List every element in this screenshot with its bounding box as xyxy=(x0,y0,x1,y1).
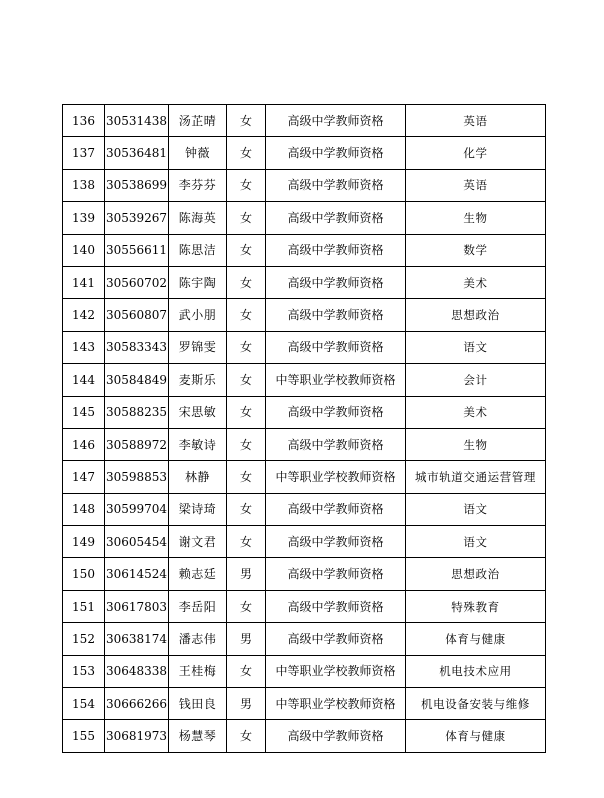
cell-gender: 女 xyxy=(227,105,266,137)
cell-gender: 女 xyxy=(227,137,266,169)
cell-name: 罗锦雯 xyxy=(169,331,227,363)
cell-subject: 美术 xyxy=(406,266,546,298)
cell-candidate-id: 30617803 xyxy=(105,590,169,622)
cell-gender: 男 xyxy=(227,558,266,590)
cell-seq-number: 136 xyxy=(63,105,105,137)
cell-gender: 女 xyxy=(227,428,266,460)
cell-qualification: 高级中学教师资格 xyxy=(266,234,406,266)
cell-seq-number: 154 xyxy=(63,688,105,720)
cell-candidate-id: 30605454 xyxy=(105,526,169,558)
cell-subject: 语文 xyxy=(406,331,546,363)
cell-qualification: 高级中学教师资格 xyxy=(266,266,406,298)
cell-name: 陈宇陶 xyxy=(169,266,227,298)
cell-seq-number: 139 xyxy=(63,202,105,234)
table-row xyxy=(63,202,546,234)
cell-qualification: 中等职业学校教师资格 xyxy=(266,688,406,720)
cell-candidate-id: 30536481 xyxy=(105,137,169,169)
cell-seq-number: 152 xyxy=(63,623,105,655)
cell-gender: 男 xyxy=(227,688,266,720)
cell-subject: 会计 xyxy=(406,364,546,396)
cell-gender: 女 xyxy=(227,655,266,687)
cell-candidate-id: 30560702 xyxy=(105,266,169,298)
cell-qualification: 高级中学教师资格 xyxy=(266,558,406,590)
cell-qualification: 中等职业学校教师资格 xyxy=(266,364,406,396)
cell-name: 陈思洁 xyxy=(169,234,227,266)
cell-subject: 体育与健康 xyxy=(406,720,546,752)
table-row xyxy=(63,299,546,331)
cell-subject: 思想政治 xyxy=(406,558,546,590)
cell-candidate-id: 30556611 xyxy=(105,234,169,266)
cell-qualification: 高级中学教师资格 xyxy=(266,428,406,460)
table-row xyxy=(63,623,546,655)
cell-name: 林静 xyxy=(169,461,227,493)
cell-candidate-id: 30588235 xyxy=(105,396,169,428)
cell-name: 王桂梅 xyxy=(169,655,227,687)
cell-candidate-id: 30583343 xyxy=(105,331,169,363)
cell-name: 宋思敏 xyxy=(169,396,227,428)
cell-qualification: 高级中学教师资格 xyxy=(266,331,406,363)
cell-candidate-id: 30614524 xyxy=(105,558,169,590)
cell-seq-number: 155 xyxy=(63,720,105,752)
cell-name: 李敏诗 xyxy=(169,428,227,460)
cell-gender: 男 xyxy=(227,623,266,655)
cell-seq-number: 141 xyxy=(63,266,105,298)
cell-subject: 特殊教育 xyxy=(406,590,546,622)
cell-seq-number: 138 xyxy=(63,169,105,201)
cell-candidate-id: 30599704 xyxy=(105,493,169,525)
cell-candidate-id: 30666266 xyxy=(105,688,169,720)
table-row xyxy=(63,331,546,363)
cell-name: 杨慧琴 xyxy=(169,720,227,752)
cell-subject: 美术 xyxy=(406,396,546,428)
cell-qualification: 高级中学教师资格 xyxy=(266,105,406,137)
cell-candidate-id: 30539267 xyxy=(105,202,169,234)
cell-name: 李芬芬 xyxy=(169,169,227,201)
cell-qualification: 高级中学教师资格 xyxy=(266,137,406,169)
cell-name: 赖志廷 xyxy=(169,558,227,590)
cell-seq-number: 150 xyxy=(63,558,105,590)
cell-name: 梁诗琦 xyxy=(169,493,227,525)
cell-gender: 女 xyxy=(227,396,266,428)
cell-seq-number: 140 xyxy=(63,234,105,266)
table-row xyxy=(63,105,546,137)
cell-subject: 生物 xyxy=(406,428,546,460)
cell-gender: 女 xyxy=(227,590,266,622)
cell-qualification: 中等职业学校教师资格 xyxy=(266,461,406,493)
cell-subject: 英语 xyxy=(406,169,546,201)
cell-name: 钟薇 xyxy=(169,137,227,169)
cell-subject: 机电技术应用 xyxy=(406,655,546,687)
cell-seq-number: 143 xyxy=(63,331,105,363)
cell-gender: 女 xyxy=(227,299,266,331)
cell-gender: 女 xyxy=(227,720,266,752)
cell-name: 武小朋 xyxy=(169,299,227,331)
cell-seq-number: 137 xyxy=(63,137,105,169)
roster-table xyxy=(62,104,546,753)
cell-seq-number: 151 xyxy=(63,590,105,622)
cell-candidate-id: 30584849 xyxy=(105,364,169,396)
cell-subject: 语文 xyxy=(406,493,546,525)
table-row xyxy=(63,558,546,590)
cell-seq-number: 149 xyxy=(63,526,105,558)
cell-seq-number: 147 xyxy=(63,461,105,493)
cell-qualification: 高级中学教师资格 xyxy=(266,590,406,622)
cell-gender: 女 xyxy=(227,461,266,493)
cell-candidate-id: 30638174 xyxy=(105,623,169,655)
cell-candidate-id: 30588972 xyxy=(105,428,169,460)
table-row xyxy=(63,428,546,460)
cell-name: 麦斯乐 xyxy=(169,364,227,396)
cell-qualification: 高级中学教师资格 xyxy=(266,526,406,558)
table-row xyxy=(63,688,546,720)
cell-subject: 数学 xyxy=(406,234,546,266)
table-row xyxy=(63,137,546,169)
cell-name: 谢文君 xyxy=(169,526,227,558)
cell-gender: 女 xyxy=(227,493,266,525)
cell-subject: 体育与健康 xyxy=(406,623,546,655)
table-row xyxy=(63,461,546,493)
cell-subject: 思想政治 xyxy=(406,299,546,331)
cell-gender: 女 xyxy=(227,202,266,234)
cell-gender: 女 xyxy=(227,331,266,363)
cell-qualification: 中等职业学校教师资格 xyxy=(266,655,406,687)
cell-name: 李岳阳 xyxy=(169,590,227,622)
cell-seq-number: 145 xyxy=(63,396,105,428)
cell-candidate-id: 30531438 xyxy=(105,105,169,137)
cell-seq-number: 144 xyxy=(63,364,105,396)
table-row xyxy=(63,266,546,298)
cell-candidate-id: 30598853 xyxy=(105,461,169,493)
table-row xyxy=(63,493,546,525)
cell-seq-number: 142 xyxy=(63,299,105,331)
cell-qualification: 高级中学教师资格 xyxy=(266,396,406,428)
cell-qualification: 高级中学教师资格 xyxy=(266,720,406,752)
roster-table-body xyxy=(63,105,546,753)
cell-subject: 机电设备安装与维修 xyxy=(406,688,546,720)
cell-subject: 生物 xyxy=(406,202,546,234)
cell-name: 潘志伟 xyxy=(169,623,227,655)
cell-gender: 女 xyxy=(227,234,266,266)
table-row xyxy=(63,655,546,687)
cell-candidate-id: 30560807 xyxy=(105,299,169,331)
cell-subject: 语文 xyxy=(406,526,546,558)
cell-gender: 女 xyxy=(227,364,266,396)
table-row xyxy=(63,396,546,428)
cell-subject: 英语 xyxy=(406,105,546,137)
table-row xyxy=(63,169,546,201)
cell-seq-number: 153 xyxy=(63,655,105,687)
table-row xyxy=(63,364,546,396)
cell-qualification: 高级中学教师资格 xyxy=(266,623,406,655)
cell-qualification: 高级中学教师资格 xyxy=(266,299,406,331)
cell-seq-number: 146 xyxy=(63,428,105,460)
cell-gender: 女 xyxy=(227,169,266,201)
cell-qualification: 高级中学教师资格 xyxy=(266,493,406,525)
table-row xyxy=(63,234,546,266)
cell-subject: 化学 xyxy=(406,137,546,169)
cell-name: 陈海英 xyxy=(169,202,227,234)
cell-gender: 女 xyxy=(227,526,266,558)
table-row xyxy=(63,590,546,622)
cell-qualification: 高级中学教师资格 xyxy=(266,202,406,234)
table-row xyxy=(63,720,546,752)
cell-qualification: 高级中学教师资格 xyxy=(266,169,406,201)
cell-subject: 城市轨道交通运营管理 xyxy=(406,461,546,493)
cell-candidate-id: 30538699 xyxy=(105,169,169,201)
cell-candidate-id: 30681973 xyxy=(105,720,169,752)
cell-seq-number: 148 xyxy=(63,493,105,525)
cell-gender: 女 xyxy=(227,266,266,298)
cell-name: 汤芷晴 xyxy=(169,105,227,137)
cell-candidate-id: 30648338 xyxy=(105,655,169,687)
table-row xyxy=(63,526,546,558)
cell-name: 钱田良 xyxy=(169,688,227,720)
